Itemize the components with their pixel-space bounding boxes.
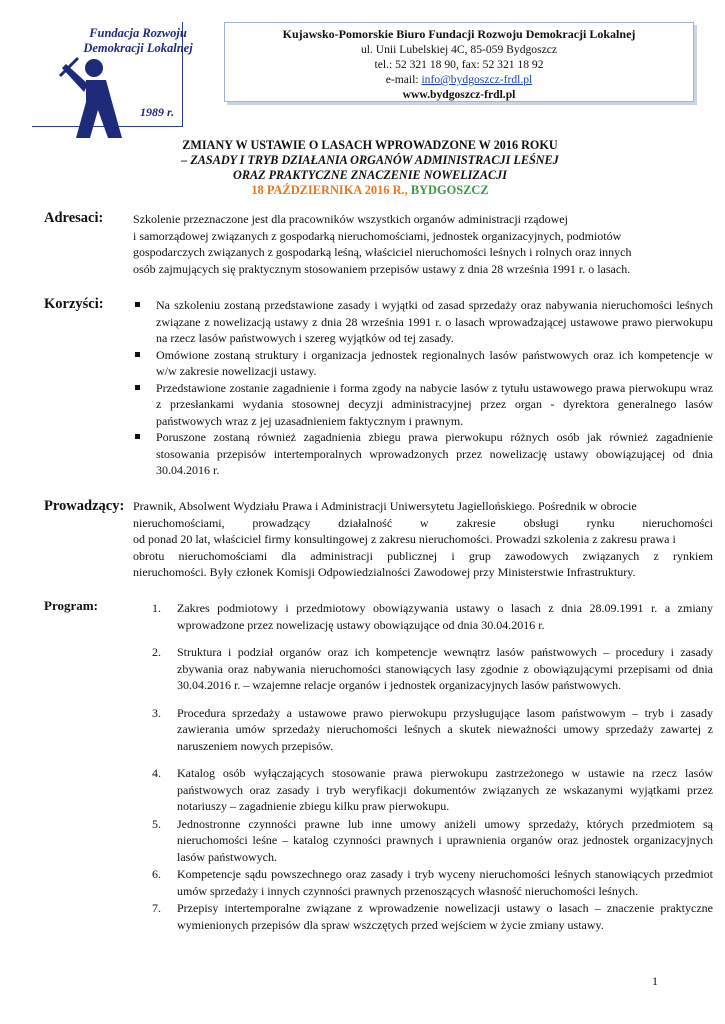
list-item	[152, 900, 713, 933]
list-item-text: Katalog osób wyłączających stosowanie prawa pierwokupu zastrzeżonego w ustawie na rzecz lasów państwowych oraz zasady i tryb weryfikacji dokumentów związanych ze wskazanymi wyjątkami przez notariuszy – zagadnienie zbiegu kilku praw pierwokupu.	[177, 766, 713, 813]
adresaci-line: gospodarczych związanych z gospodarką leśną, właściciel nieruchomości leśnych i rolnych oraz innych	[133, 245, 632, 259]
prowadzacy-line: Prawnik, Absolwent Wydziału Prawa i Administracji Uniwersytetu Jagiellońskiego. Pośrednik w obrocie	[133, 499, 637, 513]
list-item	[133, 429, 713, 479]
email-link[interactable]: info@bydgoszcz-frdl.pl	[421, 73, 533, 86]
list-item	[152, 765, 713, 815]
event-date: 18 PAŹDZIERNIKA 2016 R.,	[251, 183, 408, 197]
list-item-text: Zakres podmiotowy i przedmiotowy obowiązywania ustawy o lasach z dnia 28.09.1991 r. a zmiany wprowadzone przez nowelizację ustawy obowiązujące od dnia 30.04.2016 r.	[177, 601, 713, 632]
logo-year: 1989 r.	[139, 105, 174, 119]
prowadzacy-label: Prowadzący:	[44, 498, 125, 514]
bullet-square-icon	[135, 434, 140, 439]
organization-email-line	[225, 72, 693, 87]
list-item-text: Na szkoleniu zostaną przedstawione zasady i wyjątki od zasad sprzedaży oraz nabywania nieruchomości leśnych związane z nowelizacją ustawy z dnia 28 września 1991 r. o lasach wprowadzającej ustawowe prawo pierwokupu na rzecz lasów państwowych i szereg wyjątków od tej zasady.	[156, 298, 713, 345]
list-item	[152, 866, 713, 899]
list-item-text: Omówione zostaną struktury i organizacja jednostek regionalnych lasów państwowych oraz ich kompetencje w w/w zakresie nowelizacji ustawy.	[156, 347, 713, 378]
prowadzacy-line: nieruchomościami, prowadzący działalność w zakresie obsługi rynku nieruchomości	[133, 515, 713, 530]
list-item-text: Poruszone zostaną również zagadnienia zbiegu prawa pierwokupu różnych osób jak również zagadnienie stosowania przepisów intertemporalnych wprowadzonych przez nowelizację ustawy obowiązującej od dnia 30.04.2016 r.	[156, 430, 713, 477]
adresaci-line: osób zajmujących się praktycznym stosowaniem przepisów ustawy z dnia 28 września 1991 r. o lasach.	[133, 261, 631, 276]
logo-title-line2: Demokracji Lokalnej	[83, 41, 193, 55]
item-number: 4.	[152, 766, 161, 780]
prowadzacy-line: obrotu nieruchomościami dla administracji publicznej i grup zawodowych związanych z rynkiem	[133, 548, 713, 563]
item-number: 2.	[152, 645, 161, 659]
list-item	[152, 644, 713, 694]
korzysci-list	[133, 297, 713, 479]
organization-website[interactable]: www.bydgoszcz-frdl.pl	[402, 88, 516, 101]
list-item	[152, 705, 713, 755]
document-title	[40, 138, 700, 198]
list-item	[152, 600, 713, 633]
prowadzacy-line: nieruchomości. Były członek Komisji Odpowiedzialności Zawodowej przy Ministerstwie Infrastruktury.	[133, 565, 636, 579]
list-item	[133, 297, 713, 347]
email-label: e-mail:	[385, 73, 422, 86]
prowadzacy-text	[133, 498, 713, 581]
bullet-square-icon	[135, 385, 140, 390]
list-item-text: Kompetencje sądu powszechnego oraz zasady i tryb wyceny nieruchomości leśnych stanowiących przedmiot umów sprzedaży i innych czynności prawnych przenoszących własność nieruchomości leśnych.	[177, 867, 713, 898]
list-item-text: Procedura sprzedaży a ustawowe prawo pierwokupu przysługujące lasom państwowym – tryb i zasady zawierania umów sprzedaży nieruchomości leśnych a skutek nieważności umowy sprzedaży zawartej z naruszeniem nowych przepisów.	[177, 705, 713, 753]
organization-contact-box	[224, 22, 694, 102]
adresaci-text	[133, 211, 713, 277]
list-item-text: Jednostronne czynności prawne lub inne umowy aniżeli umowy sprzedaży, których przedmiotem są nieruchomości leśne – katalog czynności prawnych i uprawnienia organów oraz jednostek organizacyjnych lasów państwowych.	[177, 816, 713, 864]
title-line1: ZMIANY W USTAWIE O LASACH WPROWADZONE W 2016 ROKU	[182, 138, 558, 152]
item-number: 6.	[152, 867, 161, 881]
item-number: 1.	[152, 601, 161, 615]
organization-address: ul. Unii Lubelskiej 4C, 85-059 Bydgoszcz	[360, 43, 558, 56]
adresaci-label: Adresaci:	[44, 210, 104, 226]
korzysci-label: Korzyści:	[44, 296, 104, 312]
logo-title-line1: Fundacja Rozwoju	[89, 26, 187, 40]
foundation-logo	[32, 22, 193, 127]
title-date-line	[40, 183, 700, 198]
person-figure-icon	[56, 54, 126, 142]
bullet-square-icon	[135, 302, 140, 307]
item-number: 3.	[152, 705, 161, 720]
title-line3: ORAZ PRAKTYCZNE ZNACZENIE NOWELIZACJI	[233, 168, 507, 182]
list-item-text: Struktura i podział organów oraz ich kompetencje wewnątrz lasów państwowych – procedury i zasady zbywania oraz nabywania nieruchomości stanowiących lasy zgodnie z obowiązującymi przepisami od dnia 30.04.2016 r. – wzajemne relacje organów i jednostek organizacyjnych lasów państwowych.	[177, 645, 713, 692]
organization-phone: tel.: 52 321 18 90, fax: 52 321 18 92	[374, 58, 544, 71]
list-item-text: Przepisy intertemporalne związane z wprowadzenie nowelizacji ustawy o lasach – znaczenie praktyczne wymienionych przepisów dla spraw wszczętych przed wejściem w życie zmiany ustawy.	[177, 901, 713, 932]
organization-name: Kujawsko-Pomorskie Biuro Fundacji Rozwoju Demokracji Lokalnej	[282, 27, 636, 41]
list-item	[152, 816, 713, 866]
program-list	[152, 600, 713, 934]
program-label: Program:	[44, 598, 98, 613]
list-item	[133, 347, 713, 380]
adresaci-line: i samorządowej związanych z gospodarką nieruchomościami, jednostek organizacyjnych, podmiotów	[133, 228, 622, 243]
logo-title	[68, 26, 208, 56]
list-item-text: Przedstawione zostanie zagadnienie i forma zgody na nabycie lasów z tytułu ustawowego prawa pierwokupu wraz z przesłankami wydania stosownej decyzji administracyjnej przez organ - dyrektora generalnego lasów państwowych wraz z jej uzasadnieniem faktycznym i prawnym.	[156, 380, 713, 428]
item-number: 7.	[152, 901, 161, 915]
event-city: BYDGOSZCZ	[410, 183, 489, 197]
list-item	[133, 380, 713, 430]
title-line2: – ZASADY I TRYB DZIAŁANIA ORGANÓW ADMINISTRACJI LEŚNEJ	[181, 153, 559, 167]
prowadzacy-line: od ponad 20 lat, właściciel firmy konsultingowej z zakresu nieruchomości. Prowadzi szkolenia z zakresu prawa i	[133, 532, 676, 546]
bullet-square-icon	[135, 352, 140, 357]
adresaci-line: Szkolenie przeznaczone jest dla pracowników wszystkich organów administracji rządowej	[133, 212, 568, 226]
item-number: 5.	[152, 816, 161, 831]
page-number: 1	[652, 974, 658, 988]
